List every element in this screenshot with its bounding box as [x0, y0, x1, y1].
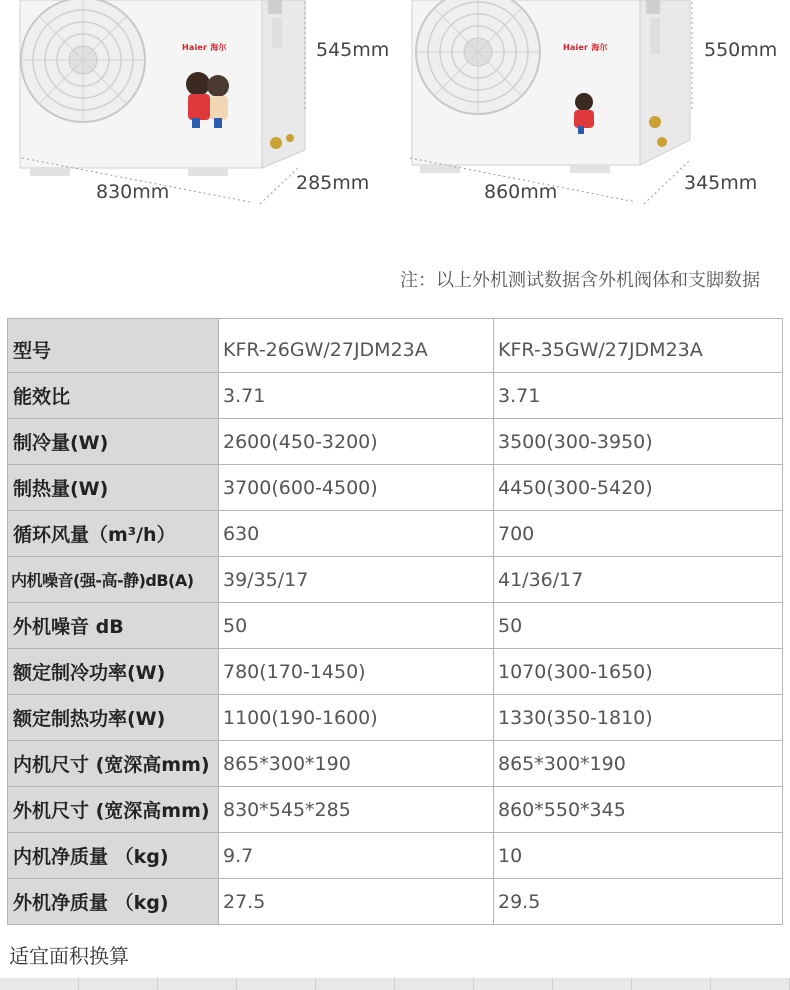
table-row — [8, 465, 783, 511]
spec-value-model-1: 2600(450-3200) — [219, 419, 494, 465]
spec-label: 外机噪音 dB — [8, 603, 219, 649]
table-row — [8, 319, 783, 373]
table-row — [8, 649, 783, 695]
spec-value-model-2: 41/36/17 — [494, 557, 783, 603]
spec-label: 能效比 — [8, 373, 219, 419]
mascot-sticker — [574, 93, 594, 134]
spec-label: 额定制热功率(W) — [8, 695, 219, 741]
spec-label: 外机尺寸 (宽深高mm) — [8, 787, 219, 833]
spec-value-model-2: 29.5 — [494, 879, 783, 925]
spec-value-model-2: 50 — [494, 603, 783, 649]
outdoor-unit-left-drawing — [0, 0, 400, 240]
area-table-header-strip — [0, 978, 790, 990]
dimension-width: 830mm — [96, 181, 170, 203]
mascot-sticker — [186, 72, 229, 128]
spec-value-model-2: 4450(300-5420) — [494, 465, 783, 511]
brand-logo: Haier 海尔 — [182, 43, 227, 52]
spec-label: 外机净质量 （kg) — [8, 879, 219, 925]
spec-value-model-1: 865*300*190 — [219, 741, 494, 787]
spec-value-model-1: 780(170-1450) — [219, 649, 494, 695]
outdoor-unit-right-drawing — [400, 0, 790, 240]
spec-value-model-2: 3.71 — [494, 373, 783, 419]
section-title-area-conversion: 适宜面积换算 — [9, 944, 129, 968]
table-row — [8, 741, 783, 787]
spec-value-model-2: 860*550*345 — [494, 787, 783, 833]
table-row — [8, 603, 783, 649]
spec-value-model-2: 10 — [494, 833, 783, 879]
spec-label: 额定制冷功率(W) — [8, 649, 219, 695]
table-row — [8, 879, 783, 925]
spec-value-model-1: KFR-26GW/27JDM23A — [219, 319, 494, 373]
spec-label: 制冷量(W) — [8, 419, 219, 465]
table-row — [8, 511, 783, 557]
spec-label: 内机净质量 （kg) — [8, 833, 219, 879]
spec-value-model-2: 700 — [494, 511, 783, 557]
spec-value-model-2: 865*300*190 — [494, 741, 783, 787]
brand-logo: Haier 海尔 — [563, 43, 608, 52]
spec-value-model-1: 3.71 — [219, 373, 494, 419]
spec-label: 内机尺寸 (宽深高mm) — [8, 741, 219, 787]
spec-value-model-2: 1330(350-1810) — [494, 695, 783, 741]
spec-value-model-1: 1100(190-1600) — [219, 695, 494, 741]
dimension-height: 550mm — [704, 39, 778, 61]
spec-value-model-1: 830*545*285 — [219, 787, 494, 833]
table-row — [8, 373, 783, 419]
spec-label: 内机噪音(强-高-静)dB(A) — [8, 557, 219, 603]
table-row — [8, 557, 783, 603]
table-row — [8, 419, 783, 465]
spec-value-model-1: 39/35/17 — [219, 557, 494, 603]
spec-value-model-1: 50 — [219, 603, 494, 649]
outdoor-unit-right — [400, 0, 790, 240]
spec-value-model-1: 3700(600-4500) — [219, 465, 494, 511]
spec-label: 循环风量（m³/h） — [8, 511, 219, 557]
fan-grille — [21, 0, 145, 122]
dimension-width: 860mm — [484, 181, 558, 203]
fan-grille — [416, 0, 540, 114]
dimension-height: 545mm — [316, 39, 390, 61]
test-data-note: 注：以上外机测试数据含外机阀体和支脚数据 — [400, 270, 760, 291]
table-row — [8, 695, 783, 741]
dimension-depth: 285mm — [296, 172, 370, 194]
spec-label: 型号 — [8, 319, 219, 373]
dimension-depth: 345mm — [684, 172, 758, 194]
spec-value-model-2: 1070(300-1650) — [494, 649, 783, 695]
spec-value-model-1: 630 — [219, 511, 494, 557]
table-row — [8, 833, 783, 879]
table-row — [8, 787, 783, 833]
spec-value-model-1: 9.7 — [219, 833, 494, 879]
spec-table — [7, 318, 783, 925]
spec-value-model-2: 3500(300-3950) — [494, 419, 783, 465]
spec-value-model-1: 27.5 — [219, 879, 494, 925]
spec-label: 制热量(W) — [8, 465, 219, 511]
outdoor-unit-left — [0, 0, 400, 240]
spec-value-model-2: KFR-35GW/27JDM23A — [494, 319, 783, 373]
